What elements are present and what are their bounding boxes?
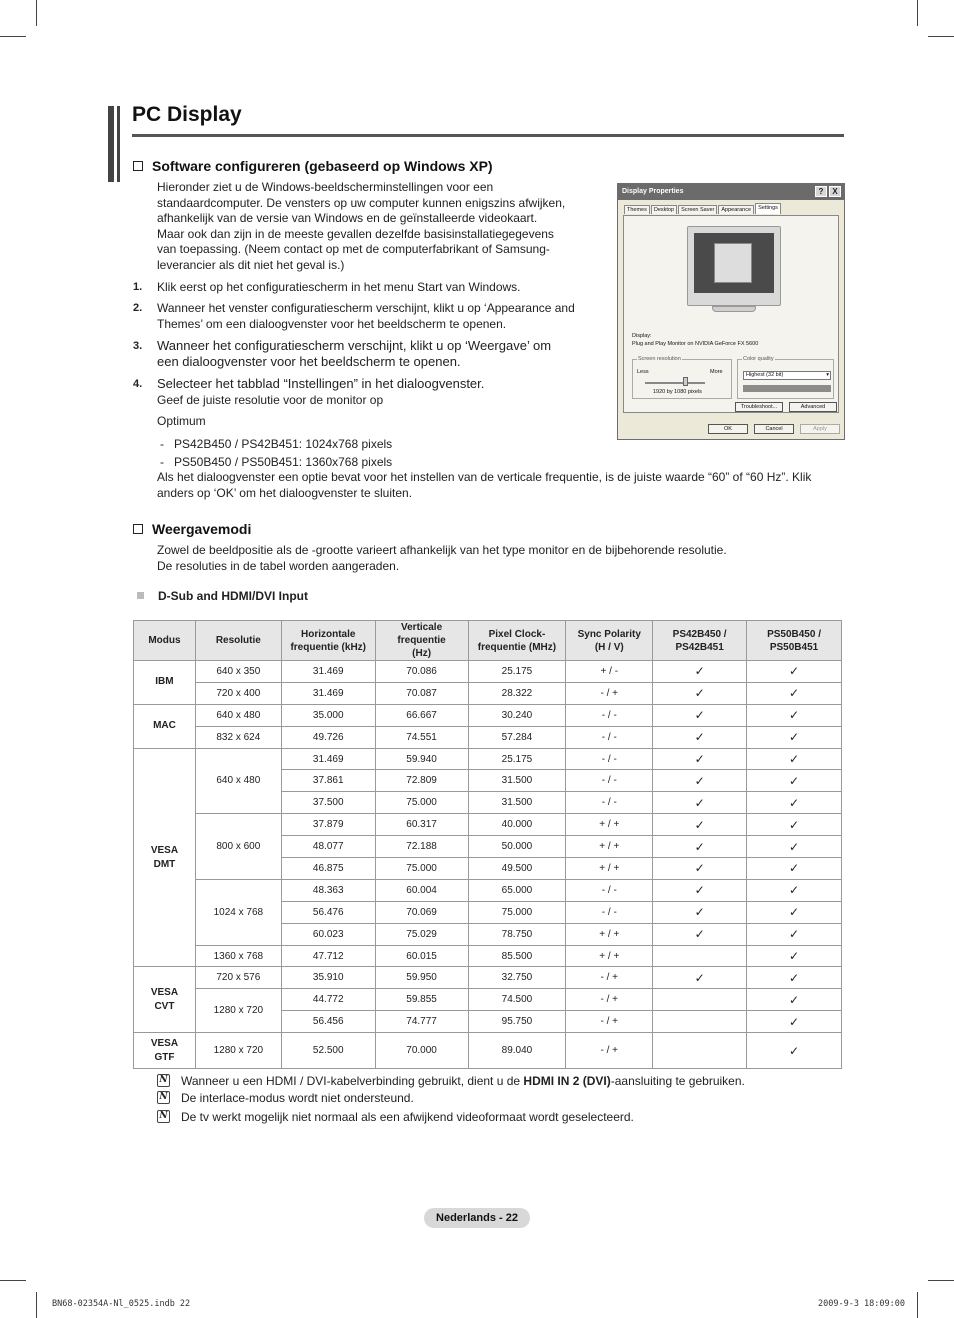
checkmark-icon: ✓ bbox=[694, 773, 705, 788]
note-icon: N bbox=[157, 1091, 170, 1104]
support-cell bbox=[747, 923, 842, 945]
value-cell: 75.000 bbox=[375, 792, 468, 814]
value-cell: 44.772 bbox=[281, 989, 375, 1011]
resolution-cell: 1280 x 720 bbox=[195, 1033, 281, 1069]
resolution-cell: 640 x 480 bbox=[195, 748, 281, 814]
value-cell: 70.086 bbox=[375, 661, 468, 683]
checkmark-icon: ✓ bbox=[694, 708, 705, 723]
header-ps50: PS50B450 / PS50B451 bbox=[747, 621, 842, 661]
step-1: 1. Klik eerst op het configuratiescherm in het menu Start van Windows. bbox=[133, 280, 521, 294]
tab-themes[interactable]: Themes bbox=[624, 205, 650, 214]
ok-button[interactable]: OK bbox=[708, 424, 748, 434]
print-info-right: 2009-9-3 18:09:00 bbox=[818, 1299, 905, 1309]
dash-item: - PS50B450 / PS50B451: 1360x768 pixels bbox=[160, 455, 393, 469]
resolution-legend: Screen resolution bbox=[638, 356, 681, 362]
value-cell: + / + bbox=[566, 858, 653, 880]
apply-button[interactable]: Apply bbox=[800, 424, 840, 434]
checkmark-icon: ✓ bbox=[789, 708, 800, 723]
value-cell: 31.500 bbox=[468, 792, 566, 814]
support-cell bbox=[653, 989, 747, 1011]
value-cell: 35.000 bbox=[281, 704, 375, 726]
display-properties-dialog bbox=[617, 183, 845, 440]
checkmark-icon: ✓ bbox=[789, 949, 800, 964]
checkmark-icon: ✓ bbox=[789, 861, 800, 876]
value-cell: 37.861 bbox=[281, 770, 375, 792]
dialog-title: Display Properties bbox=[622, 188, 684, 195]
color-preview-bar bbox=[743, 385, 831, 392]
step-2: 2. Wanneer het venster configuratiescherm verschijnt, klikt u op ‘Appearance and Themes’ om een dialoogvenster voor het beeldscherm te openen. bbox=[133, 301, 575, 331]
square-bullet-icon bbox=[137, 592, 144, 599]
value-cell: 47.712 bbox=[281, 945, 375, 967]
value-cell: 89.040 bbox=[468, 1033, 566, 1069]
header-ps42: PS42B450 / PS42B451 bbox=[653, 621, 747, 661]
value-cell: 56.476 bbox=[281, 901, 375, 923]
settings-panel bbox=[623, 215, 839, 413]
checkbox-icon bbox=[133, 161, 143, 171]
value-cell: 49.500 bbox=[468, 858, 566, 880]
checkmark-icon: ✓ bbox=[694, 839, 705, 854]
weergavemodi-description: Zowel de beeldpositie als de -grootte varieert afhankelijk van het type monitor en de bijbehorende resolutie. De resoluties in de tabel worden aangeraden. bbox=[157, 543, 727, 573]
frequency-note: Als het dialoogvenster een optie bevat voor het instellen van de verticale frequentie, is de juiste waarde “60” of “60 Hz”. Klik anders op ‘OK’ om het dialoogvenster te sluiten. bbox=[157, 470, 812, 500]
value-cell: 75.000 bbox=[468, 901, 566, 923]
resolution-slider-track bbox=[645, 382, 705, 384]
value-cell: 59.940 bbox=[375, 748, 468, 770]
value-cell: 25.175 bbox=[468, 748, 566, 770]
page-title: PC Display bbox=[132, 103, 242, 126]
value-cell: 35.910 bbox=[281, 967, 375, 989]
support-cell bbox=[747, 1033, 842, 1069]
resolution-cell: 1024 x 768 bbox=[195, 879, 281, 945]
section-heading-software: Software configureren (gebaseerd op Windows XP) bbox=[133, 158, 493, 174]
display-label: Display: bbox=[632, 333, 652, 339]
header-modus: Modus bbox=[134, 621, 196, 661]
color-quality-select[interactable]: Highest (32 bit) ▾ bbox=[743, 371, 831, 380]
support-cell bbox=[653, 836, 747, 858]
value-cell: 31.500 bbox=[468, 770, 566, 792]
value-cell: - / + bbox=[566, 1033, 653, 1069]
value-cell: 74.551 bbox=[375, 726, 468, 748]
value-cell: 30.240 bbox=[468, 704, 566, 726]
support-cell bbox=[747, 1011, 842, 1033]
step-4: 4. Selecteer het tabblad “Instellingen” in het dialoogvenster. bbox=[133, 376, 485, 391]
checkmark-icon: ✓ bbox=[694, 927, 705, 942]
value-cell: 32.750 bbox=[468, 967, 566, 989]
support-cell bbox=[747, 989, 842, 1011]
support-cell bbox=[747, 726, 842, 748]
checkmark-icon: ✓ bbox=[694, 861, 705, 876]
table-subheading: D-Sub and HDMI/DVI Input bbox=[137, 589, 308, 605]
table-row bbox=[134, 945, 842, 967]
checkmark-icon: ✓ bbox=[694, 795, 705, 810]
support-cell bbox=[653, 879, 747, 901]
value-cell: 65.000 bbox=[468, 879, 566, 901]
value-cell: - / - bbox=[566, 704, 653, 726]
chevron-down-icon: ▾ bbox=[826, 372, 829, 378]
step-4-sub-2: Optimum bbox=[157, 414, 206, 428]
modus-cell: VESA GTF bbox=[134, 1033, 196, 1069]
display-value: Plug and Play Monitor on NVIDIA GeForce FX 5600 bbox=[632, 341, 759, 347]
color-quality-group bbox=[737, 356, 834, 399]
value-cell: 70.087 bbox=[375, 682, 468, 704]
support-cell bbox=[653, 858, 747, 880]
value-cell: 48.077 bbox=[281, 836, 375, 858]
value-cell: - / - bbox=[566, 770, 653, 792]
advanced-button[interactable]: Advanced bbox=[789, 402, 837, 412]
monitor-stand bbox=[712, 306, 756, 312]
resolution-cell: 720 x 576 bbox=[195, 967, 281, 989]
resolution-slider-thumb[interactable] bbox=[683, 377, 688, 386]
support-cell bbox=[747, 879, 842, 901]
value-cell: - / - bbox=[566, 792, 653, 814]
value-cell: 70.069 bbox=[375, 901, 468, 923]
support-cell bbox=[747, 770, 842, 792]
section-heading-weergavemodi: Weergavemodi bbox=[133, 521, 251, 537]
tab-settings[interactable]: Settings bbox=[755, 203, 781, 214]
note-icon: N bbox=[157, 1110, 170, 1123]
value-cell: 31.469 bbox=[281, 661, 375, 683]
support-cell bbox=[653, 901, 747, 923]
less-label: Less bbox=[637, 369, 649, 375]
modus-cell: VESA DMT bbox=[134, 748, 196, 967]
value-cell: - / + bbox=[566, 1011, 653, 1033]
checkmark-icon: ✓ bbox=[694, 686, 705, 701]
checkmark-icon: ✓ bbox=[789, 730, 800, 745]
help-icon[interactable]: ? bbox=[815, 186, 827, 197]
note-icon: N bbox=[157, 1074, 170, 1087]
value-cell: 66.667 bbox=[375, 704, 468, 726]
value-cell: 46.875 bbox=[281, 858, 375, 880]
support-cell bbox=[653, 726, 747, 748]
checkmark-icon: ✓ bbox=[694, 752, 705, 766]
value-cell: 72.188 bbox=[375, 836, 468, 858]
support-cell bbox=[747, 748, 842, 770]
title-rule bbox=[132, 134, 844, 137]
support-cell bbox=[653, 748, 747, 770]
print-info-left: BN68-02354A-Nl_0525.indb 22 bbox=[52, 1299, 191, 1309]
value-cell: - / - bbox=[566, 879, 653, 901]
step-3: 3. Wanneer het configuratiescherm verschijnt, klikt u op ‘Weergave’ om een dialoogvenster voor het beeldscherm te openen. bbox=[133, 338, 552, 369]
value-cell: 75.029 bbox=[375, 923, 468, 945]
checkmark-icon: ✓ bbox=[789, 817, 800, 832]
value-cell: 95.750 bbox=[468, 1011, 566, 1033]
resolution-cell: 800 x 600 bbox=[195, 814, 281, 880]
value-cell: 57.284 bbox=[468, 726, 566, 748]
value-cell: 40.000 bbox=[468, 814, 566, 836]
checkmark-icon: ✓ bbox=[789, 1014, 800, 1029]
value-cell: 60.015 bbox=[375, 945, 468, 967]
checkmark-icon: ✓ bbox=[789, 839, 800, 854]
value-cell: 60.023 bbox=[281, 923, 375, 945]
value-cell: 52.500 bbox=[281, 1033, 375, 1069]
support-cell bbox=[653, 967, 747, 989]
support-cell bbox=[653, 682, 747, 704]
value-cell: + / + bbox=[566, 814, 653, 836]
monitor-preview bbox=[687, 226, 781, 306]
table-row bbox=[134, 726, 842, 748]
value-cell: 60.317 bbox=[375, 814, 468, 836]
table-row bbox=[134, 661, 842, 683]
table-row bbox=[134, 989, 842, 1011]
tab-screen-saver[interactable]: Screen Saver bbox=[678, 205, 717, 214]
table-row bbox=[134, 1033, 842, 1069]
value-cell: 25.175 bbox=[468, 661, 566, 683]
note-hdmi: N Wanneer u een HDMI / DVI-kabelverbinding gebruikt, dient u de HDMI IN 2 (DVI)-aansluiting te gebruiken. bbox=[157, 1073, 745, 1089]
step-4-sub-1: Geef de juiste resolutie voor de monitor op bbox=[157, 393, 384, 407]
modus-cell: IBM bbox=[134, 661, 196, 705]
checkmark-icon: ✓ bbox=[789, 1043, 800, 1058]
crop-mark bbox=[0, 36, 26, 37]
resolution-value: 1920 by 1080 pixels bbox=[653, 389, 702, 395]
checkbox-icon bbox=[133, 524, 143, 534]
resolution-cell: 832 x 624 bbox=[195, 726, 281, 748]
value-cell: 74.500 bbox=[468, 989, 566, 1011]
value-cell: 56.456 bbox=[281, 1011, 375, 1033]
header-sync: Sync Polarity (H / V) bbox=[566, 621, 653, 661]
color-legend: Color quality bbox=[743, 356, 774, 362]
support-cell bbox=[747, 967, 842, 989]
value-cell: + / - bbox=[566, 661, 653, 683]
table-row bbox=[134, 748, 842, 770]
note-interlace: N De interlace-modus wordt niet ondersteund. bbox=[157, 1090, 414, 1106]
table-row bbox=[134, 682, 842, 704]
support-cell bbox=[747, 945, 842, 967]
value-cell: 31.469 bbox=[281, 748, 375, 770]
header-pixel-clock: Pixel Clock- frequentie (MHz) bbox=[468, 621, 566, 661]
value-cell: 72.809 bbox=[375, 770, 468, 792]
checkmark-icon: ✓ bbox=[694, 730, 705, 745]
monitor-screen bbox=[694, 233, 774, 293]
checkmark-icon: ✓ bbox=[789, 773, 800, 788]
support-cell bbox=[653, 945, 747, 967]
page-number: Nederlands - 22 bbox=[424, 1208, 530, 1228]
checkmark-icon: ✓ bbox=[694, 817, 705, 832]
value-cell: 28.322 bbox=[468, 682, 566, 704]
value-cell: 50.000 bbox=[468, 836, 566, 858]
checkmark-icon: ✓ bbox=[789, 970, 800, 985]
checkmark-icon: ✓ bbox=[789, 883, 800, 898]
support-cell bbox=[747, 836, 842, 858]
support-cell bbox=[747, 901, 842, 923]
value-cell: 48.363 bbox=[281, 879, 375, 901]
more-label: More bbox=[710, 369, 723, 375]
value-cell: - / - bbox=[566, 748, 653, 770]
dialog-title-bar bbox=[618, 184, 844, 200]
resolution-group bbox=[632, 356, 732, 399]
tab-appearance[interactable]: Appearance bbox=[718, 205, 754, 214]
checkmark-icon: ✓ bbox=[789, 992, 800, 1007]
checkmark-icon: ✓ bbox=[789, 905, 800, 920]
close-icon[interactable]: X bbox=[829, 186, 841, 197]
resolution-cell: 640 x 350 bbox=[195, 661, 281, 683]
modus-cell: VESA CVT bbox=[134, 967, 196, 1033]
support-cell bbox=[747, 792, 842, 814]
value-cell: 78.750 bbox=[468, 923, 566, 945]
resolution-cell: 640 x 480 bbox=[195, 704, 281, 726]
checkmark-icon: ✓ bbox=[789, 686, 800, 701]
value-cell: + / + bbox=[566, 836, 653, 858]
checkmark-icon: ✓ bbox=[694, 664, 705, 679]
dash-item: - PS42B450 / PS42B451: 1024x768 pixels bbox=[160, 437, 393, 451]
display-modes-table bbox=[133, 620, 842, 1069]
crop-mark bbox=[928, 36, 954, 37]
title-accent-bar bbox=[117, 106, 120, 182]
crop-mark bbox=[928, 1280, 954, 1281]
value-cell: 31.469 bbox=[281, 682, 375, 704]
checkmark-icon: ✓ bbox=[789, 795, 800, 810]
dialog-tabs bbox=[624, 205, 782, 214]
support-cell bbox=[747, 682, 842, 704]
crop-mark bbox=[917, 0, 918, 26]
resolution-cell: 720 x 400 bbox=[195, 682, 281, 704]
checkmark-icon: ✓ bbox=[789, 927, 800, 942]
modus-cell: MAC bbox=[134, 704, 196, 748]
cancel-button[interactable]: Cancel bbox=[754, 424, 794, 434]
support-cell bbox=[653, 770, 747, 792]
note-videoformat: N De tv werkt mogelijk niet normaal als een afwijkend videoformaat wordt geselecteerd. bbox=[157, 1109, 634, 1125]
value-cell: - / - bbox=[566, 726, 653, 748]
checkmark-icon: ✓ bbox=[789, 664, 800, 679]
value-cell: 49.726 bbox=[281, 726, 375, 748]
value-cell: 70.000 bbox=[375, 1033, 468, 1069]
resolution-cell: 1280 x 720 bbox=[195, 989, 281, 1033]
tab-desktop[interactable]: Desktop bbox=[651, 205, 677, 214]
checkmark-icon: ✓ bbox=[694, 905, 705, 920]
table-row bbox=[134, 814, 842, 836]
value-cell: 60.004 bbox=[375, 879, 468, 901]
checkmark-icon: ✓ bbox=[789, 752, 800, 766]
troubleshoot-button[interactable]: Troubleshoot... bbox=[735, 402, 783, 412]
value-cell: 59.855 bbox=[375, 989, 468, 1011]
value-cell: 74.777 bbox=[375, 1011, 468, 1033]
value-cell: 75.000 bbox=[375, 858, 468, 880]
table-row bbox=[134, 704, 842, 726]
crop-mark bbox=[917, 1292, 918, 1318]
value-cell: - / - bbox=[566, 901, 653, 923]
crop-mark bbox=[0, 1280, 26, 1281]
support-cell bbox=[653, 792, 747, 814]
value-cell: 37.500 bbox=[281, 792, 375, 814]
header-vfreq: Verticale frequentie (Hz) bbox=[375, 621, 468, 661]
support-cell bbox=[653, 704, 747, 726]
table-row bbox=[134, 967, 842, 989]
value-cell: 85.500 bbox=[468, 945, 566, 967]
table-header-row bbox=[134, 621, 842, 661]
support-cell bbox=[653, 1011, 747, 1033]
table-row bbox=[134, 879, 842, 901]
support-cell bbox=[747, 814, 842, 836]
crop-mark bbox=[36, 0, 37, 26]
crop-mark bbox=[36, 1292, 37, 1318]
checkmark-icon: ✓ bbox=[694, 970, 705, 985]
support-cell bbox=[747, 704, 842, 726]
checkmark-icon: ✓ bbox=[694, 883, 705, 898]
value-cell: + / + bbox=[566, 945, 653, 967]
header-hfreq: Horizontale frequentie (kHz) bbox=[281, 621, 375, 661]
support-cell bbox=[747, 661, 842, 683]
header-resolutie: Resolutie bbox=[195, 621, 281, 661]
support-cell bbox=[653, 923, 747, 945]
value-cell: - / + bbox=[566, 682, 653, 704]
title-accent-bar bbox=[108, 106, 114, 182]
value-cell: - / + bbox=[566, 989, 653, 1011]
support-cell bbox=[653, 661, 747, 683]
value-cell: 37.879 bbox=[281, 814, 375, 836]
value-cell: - / + bbox=[566, 967, 653, 989]
support-cell bbox=[747, 858, 842, 880]
support-cell bbox=[653, 814, 747, 836]
value-cell: + / + bbox=[566, 923, 653, 945]
resolution-cell: 1360 x 768 bbox=[195, 945, 281, 967]
intro-paragraph: Hieronder ziet u de Windows-beeldscherminstellingen voor een standaardcomputer. De vensters op uw computer kunnen enigszins afwijken, afhankelijk van de versie van Windows en de geïnstalleerde videokaart. Maar ook dan zijn in de meeste gevallen dezelfde basisinstallatiegegevens van toepassing. (Neem contact op met de computerfabrikant of Samsung- leverancier als dit niet het geval is.) bbox=[157, 180, 566, 272]
support-cell bbox=[653, 1033, 747, 1069]
preview-window bbox=[714, 243, 752, 283]
value-cell: 59.950 bbox=[375, 967, 468, 989]
